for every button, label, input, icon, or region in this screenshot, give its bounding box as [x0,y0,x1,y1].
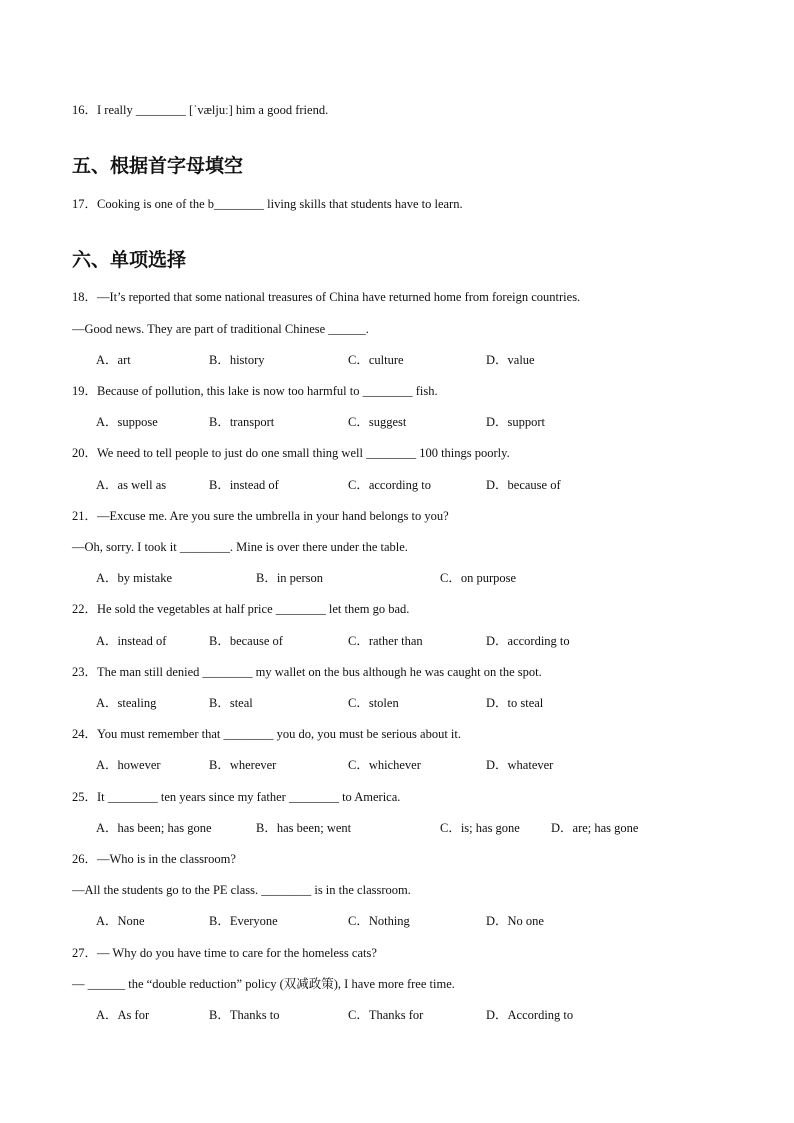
option-a[interactable]: A．as well as [96,478,167,492]
option-b[interactable]: B．Everyone [209,914,278,928]
option-a[interactable]: A．instead of [96,634,167,648]
question-19-options [96,414,716,430]
section-heading-fill-initial-letter: 五、根据首字母填空 [72,155,244,177]
question-26-options [96,913,716,929]
question-22-stem: 22．He sold the vegetables at half price ________ let them go bad. [72,602,410,616]
option-c[interactable]: C．suggest [348,415,407,429]
option-d[interactable]: D．to steal [486,696,544,710]
option-b[interactable]: B．instead of [209,478,279,492]
question-18-reply: —Good news. They are part of traditional Chinese ______. [72,322,369,336]
question-24-options [96,757,716,773]
option-a[interactable]: A．by mistake [96,571,173,585]
option-b[interactable]: B．transport [209,415,275,429]
option-c[interactable]: C．on purpose [440,571,517,585]
option-d[interactable]: D．whatever [486,758,554,772]
question-24-stem: 24．You must remember that ________ you do, you must be serious about it. [72,727,461,741]
option-b[interactable]: B．wherever [209,758,277,772]
option-a[interactable]: A．stealing [96,696,157,710]
question-21-options [96,570,716,586]
section-heading-multiple-choice: 六、单项选择 [72,249,187,271]
question-19-stem: 19．Because of pollution, this lake is now too harmful to ________ fish. [72,384,438,398]
option-c[interactable]: C．rather than [348,634,423,648]
question-17: 17．Cooking is one of the b________ living skills that students have to learn. [72,197,463,211]
option-d[interactable]: D．According to [486,1008,574,1022]
option-d[interactable]: D．support [486,415,546,429]
question-27-options [96,1007,716,1023]
option-c[interactable]: C．whichever [348,758,421,772]
option-d[interactable]: D．value [486,353,535,367]
option-b[interactable]: B．steal [209,696,253,710]
question-27-stem: 27．— Why do you have time to care for the homeless cats? [72,946,377,960]
question-20-options [96,477,716,493]
option-a[interactable]: A．has been; has gone [96,821,212,835]
option-d[interactable]: D．No one [486,914,544,928]
question-23-options [96,695,716,711]
question-18-options [96,352,716,368]
option-c[interactable]: C．Thanks for [348,1008,424,1022]
option-a[interactable]: A．None [96,914,145,928]
option-c[interactable]: C．Nothing [348,914,410,928]
option-b[interactable]: B．history [209,353,265,367]
question-25-stem: 25．It ________ ten years since my father ________ to America. [72,790,401,804]
option-b[interactable]: B．Thanks to [209,1008,280,1022]
option-c[interactable]: C．according to [348,478,431,492]
option-b[interactable]: B．because of [209,634,283,648]
option-b[interactable]: B．has been; went [256,821,352,835]
option-d[interactable]: D．according to [486,634,570,648]
question-26-reply: —All the students go to the PE class. ________ is in the classroom. [72,883,411,897]
option-c[interactable]: C．is; has gone [440,821,520,835]
question-25-options [96,820,716,836]
question-22-options [96,633,716,649]
question-18-stem: 18．—It’s reported that some national treasures of China have returned home from foreign countries. [72,290,581,304]
question-16: 16．I really ________ [ˈvæljuː] him a good friend. [72,103,329,117]
option-a[interactable]: A．suppose [96,415,158,429]
option-a[interactable]: A．however [96,758,161,772]
option-d[interactable]: D．are; has gone [551,821,639,835]
option-b[interactable]: B．in person [256,571,324,585]
question-26-stem: 26．—Who is in the classroom? [72,852,236,866]
option-c[interactable]: C．stolen [348,696,399,710]
option-c[interactable]: C．culture [348,353,404,367]
option-a[interactable]: A．As for [96,1008,150,1022]
question-23-stem: 23．The man still denied ________ my wallet on the bus although he was caught on the spot. [72,665,542,679]
option-d[interactable]: D．because of [486,478,561,492]
question-21-stem: 21．—Excuse me. Are you sure the umbrella in your hand belongs to you? [72,509,449,523]
question-20-stem: 20．We need to tell people to just do one small thing well ________ 100 things poorly. [72,446,510,460]
question-27-reply: — ______ the “double reduction” policy (双减政策), I have more free time. [72,977,455,991]
option-a[interactable]: A．art [96,353,131,367]
question-21-reply: —Oh, sorry. I took it ________. Mine is over there under the table. [72,540,408,554]
